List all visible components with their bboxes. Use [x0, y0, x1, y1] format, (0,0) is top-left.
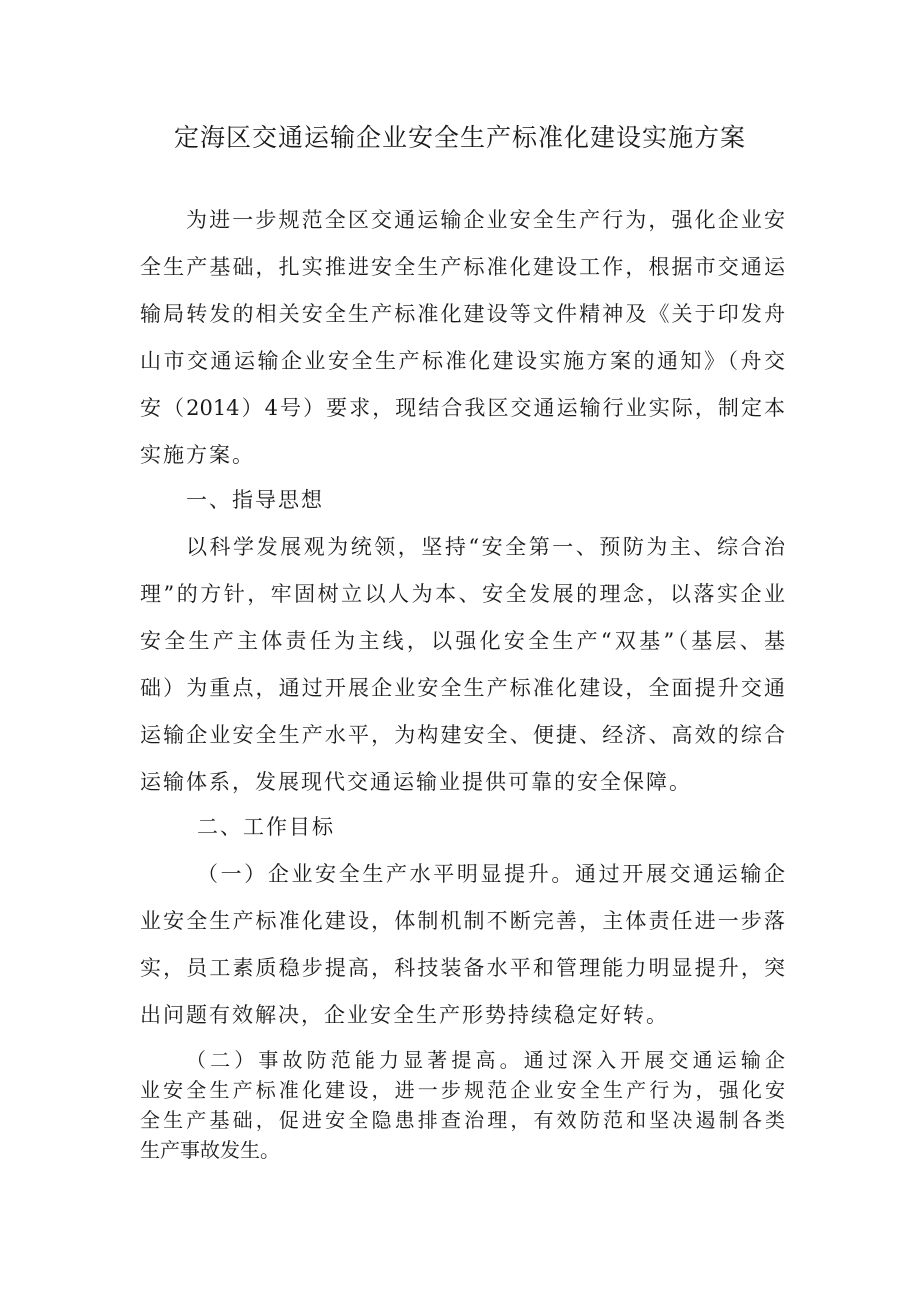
paragraph-line: 以科学发展观为统领，坚持“安全第一、预防为主、综合治	[186, 535, 785, 559]
paragraph-line: 业安全生产标准化建设，体制机制不断完善，主体责任进一步落	[140, 909, 785, 933]
paragraph-line: 山市交通运输企业安全生产标准化建设实施方案的通知》（舟交	[140, 349, 785, 373]
document-title: 定海区交通运输企业安全生产标准化建设实施方案	[173, 123, 746, 152]
paragraph-line: （二）事故防范能力显著提高。通过深入开展交通运输企	[186, 1048, 785, 1072]
paragraph-line: 输局转发的相关安全生产标准化建设等文件精神及《关于印发舟	[140, 302, 785, 326]
paragraph-line: 生产事故发生。	[140, 1138, 280, 1162]
paragraph-line: 运输体系，发展现代交通运输业提供可靠的安全保障。	[140, 770, 692, 794]
paragraph-line: （一）企业安全生产水平明显提升。通过开展交通运输企	[197, 862, 785, 886]
paragraph-line: 实，员工素质稳步提高，科技装备水平和管理能力明显提升，突	[140, 956, 785, 980]
paragraph-line: 理”的方针，牢固树立以人为本、安全发展的理念，以落实企业	[140, 582, 785, 606]
section-heading: 一、指导思想	[186, 488, 324, 512]
paragraph-line: 全生产基础，扎实推进安全生产标准化建设工作，根据市交通运	[140, 255, 785, 279]
paragraph-line: 为进一步规范全区交通运输企业安全生产行为，强化企业安	[186, 208, 785, 232]
paragraph-line: 安（2014）4号）要求，现结合我区交通运输行业实际，制定本	[140, 396, 785, 420]
paragraph-line: 出问题有效解决，企业安全生产形势持续稳定好转。	[140, 1003, 669, 1027]
paragraph-line: 实施方案。	[140, 443, 255, 467]
paragraph-line: 全生产基础，促进安全隐患排查治理，有效防范和坚决遏制各类	[140, 1108, 785, 1132]
paragraph-line: 安全生产主体责任为主线，以强化安全生产“双基”（基层、基	[140, 629, 785, 653]
paragraph-line: 业安全生产标准化建设，进一步规范企业安全生产行为，强化安	[140, 1078, 785, 1102]
paragraph-line: 运输企业安全生产水平，为构建安全、便捷、经济、高效的综合	[140, 723, 785, 747]
section-heading: 二、工作目标	[197, 815, 335, 839]
paragraph-line: 础）为重点，通过开展企业安全生产标准化建设，全面提升交通	[140, 676, 785, 700]
